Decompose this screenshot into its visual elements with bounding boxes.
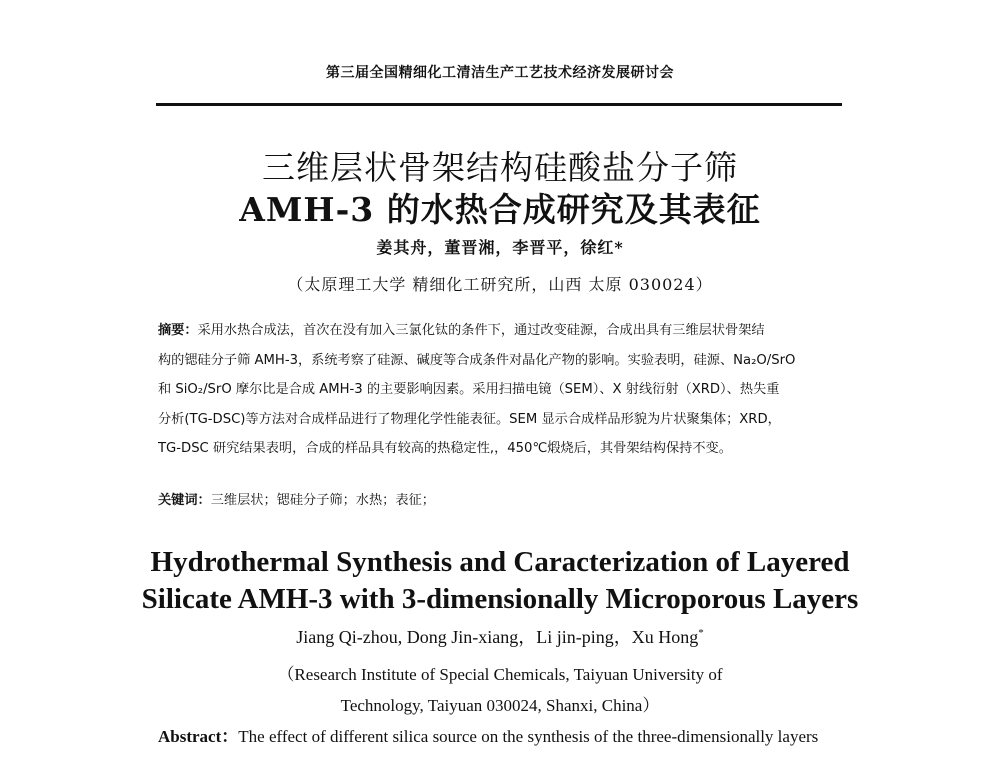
abstract-en-label: Abstract： [158, 727, 239, 746]
title-en-line1: Hydrothermal Synthesis and Caracterization of Layered [150, 546, 850, 578]
abstract-cn-line: 分析(TG-DSC)等方法对合成样品进行了物理化学性能表征。SEM 显示合成样品形貌为片状聚集体；XRD， [158, 411, 781, 427]
abstract-en [158, 722, 848, 747]
keywords-cn-text: 三维层状；锶硅分子筛；水热；表征； [210, 493, 435, 508]
corresponding-author-mark: * [698, 627, 704, 639]
authors-en-text: Jiang Qi-zhou, Dong Jin-xiang，Li jin-ping，Xu Hong [296, 627, 699, 647]
keywords-cn [158, 489, 435, 508]
abstract-en-text: The effect of different silica source on the synthesis of the three-dimensionally layers [238, 727, 819, 746]
keywords-cn-label: 关键词： [158, 493, 211, 508]
abstract-cn-text: 采用水热合成法，首次在没有加入三氯化钛的条件下，通过改变硅源，合成出具有三维层状骨架结 [197, 323, 765, 338]
title-cn-line2: AMH-3 的水热合成研究及其表征 [239, 190, 761, 229]
affiliation-en-line1: （Research Institute of Special Chemicals, Taiyuan University of [277, 665, 723, 684]
running-header: 第三届全国精细化工清洁生产工艺技术经济发展研讨会 [326, 65, 674, 81]
affiliation-en-line2: Technology, Taiyuan 030024, Shanxi, China） [340, 696, 660, 715]
abstract-cn-line [158, 316, 844, 346]
title-cn-line1: 三维层状骨架结构硅酸盐分子筛 [262, 148, 738, 187]
title-en-line2: Silicate AMH-3 with 3-dimensionally Microporous Layers [141, 583, 859, 615]
abstract-cn-label: 摘要： [158, 323, 198, 338]
abstract-cn-line: 和 SiO₂/SrO 摩尔比是合成 AMH-3 的主要影响因素。采用扫描电镜（SEM）、X 射线衍射（XRD）、热失重 [158, 382, 780, 397]
abstract-cn-line: 构的锶硅分子筛 AMH-3，系统考察了硅源、碱度等合成条件对晶化产物的影响。实验表明，硅源、Na₂O/SrO [158, 352, 796, 368]
affiliation-cn: （太原理工大学 精细化工研究所，山西 太原 030024） [287, 275, 713, 294]
authors-cn: 姜其舟，董晋湘，李晋平，徐红* [376, 238, 624, 257]
abstract-cn-line: TG-DSC 研究结果表明，合成的样品具有较高的热稳定性,，450℃煅烧后，其骨架结构保持不变。 [158, 441, 732, 456]
abstract-cn [158, 316, 844, 464]
authors-en [0, 623, 1000, 649]
header-rule [156, 103, 842, 106]
